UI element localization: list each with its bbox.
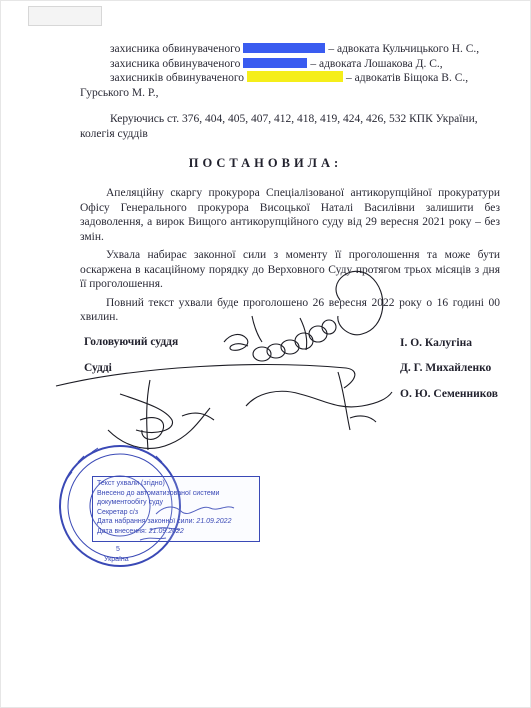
stamp-line-6 [97,527,255,537]
defender-2-suffix: – адвоката Лошакова Д. С., [310,57,443,70]
defender-2-prefix: захисника обвинуваченого [110,57,241,70]
seal-bottom-text: Україна [104,556,129,563]
defender-3-suffix: – адвокатів Біщока В. С., [346,72,469,84]
defender-line-4: Гурського М. Р., [80,86,159,99]
defenders-block [80,42,502,100]
ruling-paragraph-2: Ухвала набирає законної сили з моменту її проголошення та може бути оскаржена в касаційному порядку до Верховного Суду протягом трьох місяців з дня її проголошення. [80,249,500,290]
presiding-judge-label: Головуючий суддя [84,336,179,348]
stamp-line-3: документообігу суду [97,499,163,507]
redaction-bar [243,43,325,53]
legal-basis-line-2: колегія суддів [80,127,148,140]
defender-line-2 [84,57,502,72]
defender-line-3 [84,71,502,86]
ruling-paragraph-3: Повний текст ухвали буде проголошено 26 вересня 2022 року о 16 годині 00 хвилин. [80,296,500,323]
defender-1-prefix: захисника обвинуваченого [110,43,241,55]
ruling-heading: ПОСТАНОВИЛА: [188,156,343,170]
seal-center-number: 5 [116,546,120,553]
stamp-secretary-label: Секретар с/з [97,508,139,516]
stamp-entry-date: 21.09.2022 [148,527,184,535]
redaction-bar [243,58,307,68]
stamp-line-1: Текст ухвали (згідно) [97,480,165,487]
judge-name-2: Д. Г. Михайленко [400,362,492,374]
signature-judge-2 [56,365,355,450]
stamp-line-2: Внесено до автоматизованої системи [97,489,220,497]
stamp-effective-date-label: Дата набрання законної сили: [97,518,195,526]
signature-judge-3 [246,372,392,430]
stamp-effective-date: 21.09.2022 [196,518,232,526]
stamp-line-5 [97,517,255,527]
legal-basis [80,112,502,141]
document-stamp [92,476,260,542]
defender-3-prefix: захисників обвинуваченого [110,72,245,84]
defender-line-1 [84,42,502,57]
judge-name-1: І. О. Калугіна [400,337,472,349]
scan-corner-mark [28,6,102,26]
defender-1-suffix: – адвоката Кульчицького Н. С., [328,43,480,55]
redaction-bar [247,71,343,82]
ruling-paragraph-1: Апеляційну скаргу прокурора Спеціалізованої антикорупційної прокуратури Офісу Генерального прокурора Висоцької Наталі Василівни залишити без задоволення, а вирок Вищого антикорупційного суду від 29 вересня 2021 року – без змін. [80,187,500,243]
legal-basis-line-1: Керуючись ст. 376, 404, 405, 407, 412, 418, 419, 424, 426, 532 КПК України, [110,113,478,125]
stamp-entry-date-label: Дата внесення: [97,527,147,535]
ruling-body [80,186,500,325]
stamp-line-4 [97,508,255,518]
judges-label: Судді [84,362,112,374]
judge-name-3: О. Ю. Семенников [400,388,498,400]
